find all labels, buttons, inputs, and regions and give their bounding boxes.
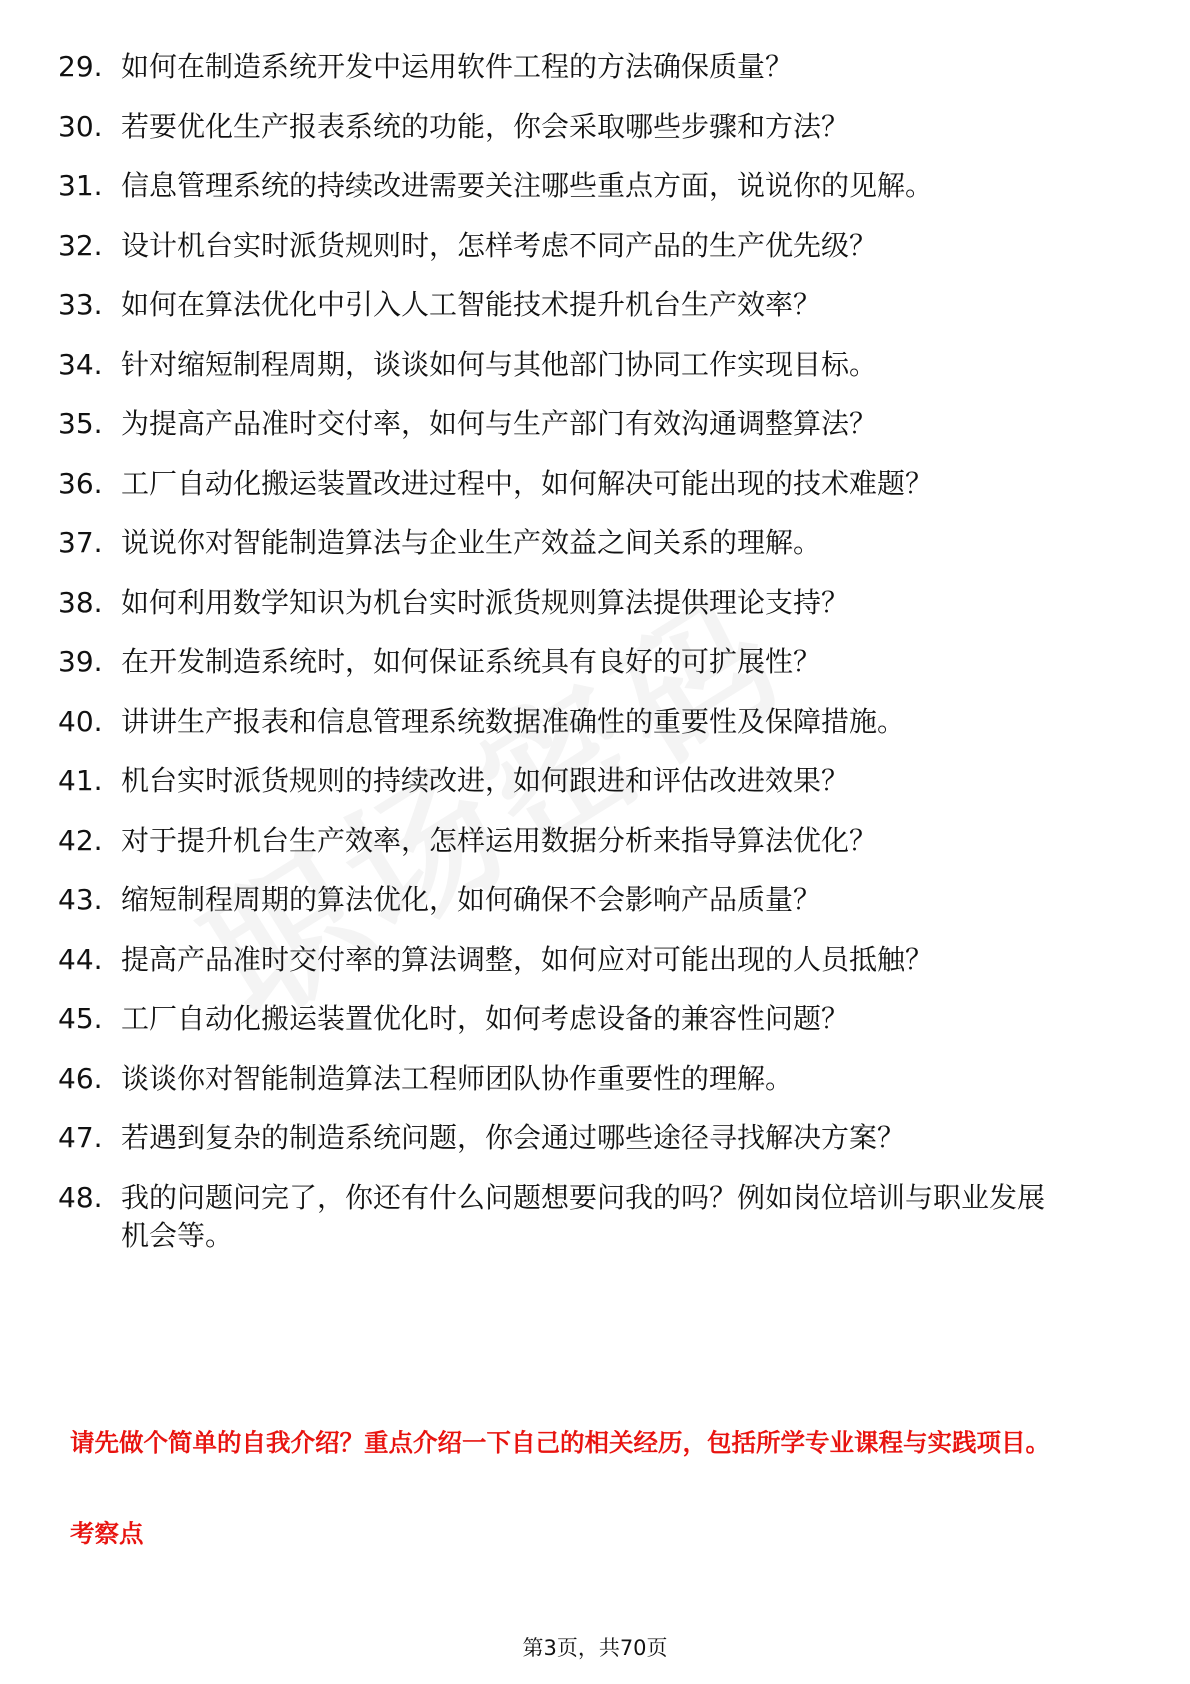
list-item xyxy=(58,1060,1130,1098)
list-item xyxy=(58,822,1130,860)
question-text: 缩短制程周期的算法优化，如何确保不会影响产品质量？ xyxy=(121,883,822,916)
question-text: 工厂自动化搬运装置优化时，如何考虑设备的兼容性问题？ xyxy=(121,1002,850,1035)
list-item xyxy=(58,1119,1130,1157)
list-item xyxy=(58,941,1130,979)
question-text: 如何在制造系统开发中运用软件工程的方法确保质量？ xyxy=(121,50,794,83)
list-item xyxy=(58,1179,1130,1255)
question-number: 31. xyxy=(58,169,103,202)
question-list xyxy=(58,48,1130,1276)
question-text: 工厂自动化搬运装置改进过程中，如何解决可能出现的技术难题？ xyxy=(121,466,934,500)
question-text: 针对缩短制程周期，谈谈如何与其他部门协同工作实现目标。 xyxy=(121,347,878,381)
list-item xyxy=(58,227,1130,265)
list-item xyxy=(58,643,1130,681)
list-item xyxy=(58,703,1130,741)
question-text: 提高产品准时交付率的算法调整，如何应对可能出现的人员抵触？ xyxy=(121,942,934,976)
question-text: 若遇到复杂的制造系统问题，你会通过哪些途径寻找解决方案？ xyxy=(121,1121,906,1154)
question-number: 47. xyxy=(58,1121,103,1154)
question-number: 30. xyxy=(58,109,103,143)
list-item xyxy=(58,48,1130,86)
question-number: 41. xyxy=(58,764,103,797)
question-number: 43. xyxy=(58,883,103,916)
question-number: 35. xyxy=(58,407,103,440)
list-item xyxy=(58,524,1130,562)
question-text: 在开发制造系统时，如何保证系统具有良好的可扩展性？ xyxy=(121,645,822,678)
intro-question: 请先做个简单的自我介绍？重点介绍一下自己的相关经历，包括所学专业课程与实践项目。 xyxy=(70,1428,1050,1457)
question-text: 谈谈你对智能制造算法工程师团队协作重要性的理解。 xyxy=(121,1061,794,1095)
list-item xyxy=(58,346,1130,384)
list-item xyxy=(58,167,1130,205)
question-number: 29. xyxy=(58,50,103,83)
question-number: 34. xyxy=(58,347,103,381)
list-item xyxy=(58,108,1130,146)
question-number: 32. xyxy=(58,228,103,262)
question-number: 38. xyxy=(58,585,103,619)
list-item xyxy=(58,584,1130,622)
question-text: 信息管理系统的持续改进需要关注哪些重点方面，说说你的见解。 xyxy=(121,169,934,202)
question-number: 44. xyxy=(58,942,103,976)
question-number: 46. xyxy=(58,1061,103,1095)
list-item xyxy=(58,1000,1130,1038)
question-number: 40. xyxy=(58,704,103,738)
question-text: 如何利用数学知识为机台实时派货规则算法提供理论支持？ xyxy=(121,585,850,619)
page-footer: 第3页，共70页 xyxy=(522,1636,668,1660)
question-text: 设计机台实时派货规则时，怎样考虑不同产品的生产优先级？ xyxy=(121,228,878,262)
question-text: 机台实时派货规则的持续改进，如何跟进和评估改进效果？ xyxy=(121,764,850,797)
list-item xyxy=(58,286,1130,324)
list-item xyxy=(58,465,1130,503)
question-number: 39. xyxy=(58,645,103,678)
question-number: 42. xyxy=(58,823,103,857)
list-item xyxy=(58,405,1130,443)
list-item xyxy=(58,881,1130,919)
question-number: 48. xyxy=(58,1180,103,1214)
question-number: 36. xyxy=(58,466,103,500)
question-text: 若要优化生产报表系统的功能，你会采取哪些步骤和方法？ xyxy=(121,109,850,143)
section-label: 考察点 xyxy=(70,1519,144,1548)
question-text: 讲讲生产报表和信息管理系统数据准确性的重要性及保障措施。 xyxy=(121,704,906,738)
question-text: 说说你对智能制造算法与企业生产效益之间关系的理解。 xyxy=(121,526,822,559)
question-number: 37. xyxy=(58,526,103,559)
question-text: 对于提升机台生产效率，怎样运用数据分析来指导算法优化？ xyxy=(121,823,878,857)
question-text: 如何在算法优化中引入人工智能技术提升机台生产效率？ xyxy=(121,288,822,321)
question-text: 为提高产品准时交付率，如何与生产部门有效沟通调整算法？ xyxy=(121,407,878,440)
question-text: 我的问题问完了，你还有什么问题想要问我的吗？例如岗位培训与职业发展机会等。 xyxy=(121,1180,1046,1252)
question-number: 45. xyxy=(58,1002,103,1035)
list-item xyxy=(58,762,1130,800)
question-number: 33. xyxy=(58,288,103,321)
